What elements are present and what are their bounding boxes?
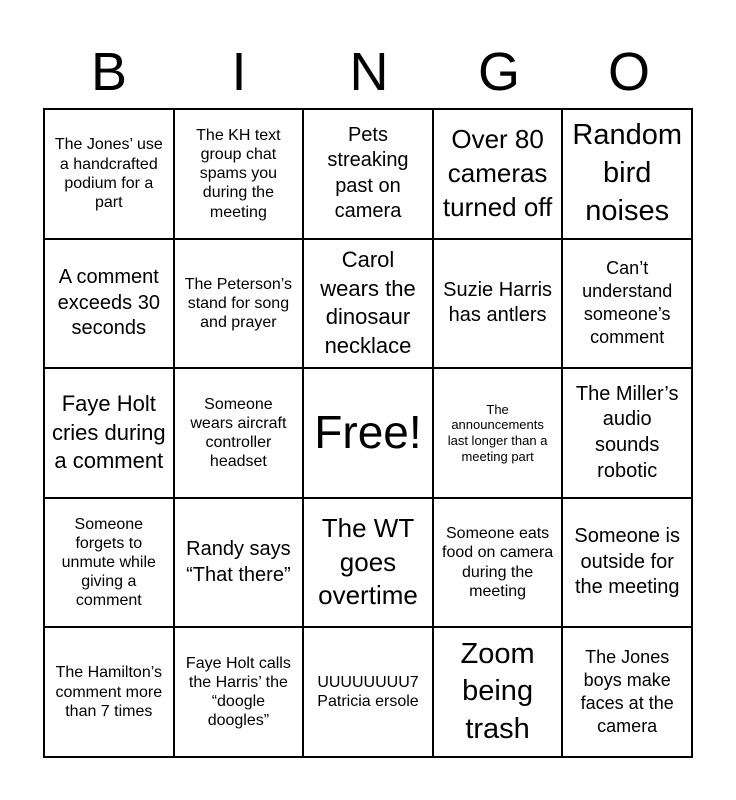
bingo-cell[interactable]: A comment exceeds 30 seconds [44,239,174,369]
bingo-cell[interactable]: The KH text group chat spams you during the meeting [174,109,304,239]
free-space-cell[interactable]: Free! [303,368,433,498]
bingo-cell[interactable]: The Hamilton’s comment more than 7 times [44,627,174,757]
bingo-cell[interactable]: UUUUUUUU7 Patricia ersole [303,627,433,757]
bingo-cell[interactable]: Faye Holt cries during a comment [44,368,174,498]
header-letter-b: B [90,42,128,102]
bingo-cell[interactable]: Randy says “That there” [174,498,304,628]
bingo-cell[interactable]: Someone wears aircraft controller headset [174,368,304,498]
header-letter-n: N [349,42,389,102]
bingo-cell[interactable]: The Miller’s audio sounds robotic [562,368,692,498]
bingo-cell[interactable]: The announcements last longer than a meeting part [433,368,563,498]
bingo-board [43,108,693,758]
header-letter-i: I [231,42,247,102]
bingo-cell[interactable]: Someone is outside for the meeting [562,498,692,628]
bingo-cell[interactable]: Can’t understand someone’s comment [562,239,692,369]
bingo-cell[interactable]: Zoom being trash [433,627,563,757]
bingo-cell[interactable]: The Jones boys make faces at the camera [562,627,692,757]
bingo-cell[interactable]: Faye Holt calls the Harris’ the “doogle doogles” [174,627,304,757]
bingo-cell[interactable]: The Peterson’s stand for song and prayer [174,239,304,369]
header-letter-g: G [477,42,520,102]
bingo-cell[interactable]: Suzie Harris has antlers [433,239,563,369]
bingo-cell[interactable]: Someone eats food on camera during the meeting [433,498,563,628]
bingo-cell[interactable]: Pets streaking past on camera [303,109,433,239]
bingo-cell[interactable]: Carol wears the dinosaur necklace [303,239,433,369]
bingo-cell[interactable]: Someone forgets to unmute while giving a comment [44,498,174,628]
bingo-cell[interactable]: Random bird noises [562,109,692,239]
bingo-cell[interactable]: Over 80 cameras turned off [433,109,563,239]
header-letter-o: O [607,42,650,102]
bingo-header [44,36,694,108]
bingo-cell[interactable]: The Jones’ use a handcrafted podium for a part [44,109,174,239]
bingo-cell[interactable]: The WT goes overtime [303,498,433,628]
